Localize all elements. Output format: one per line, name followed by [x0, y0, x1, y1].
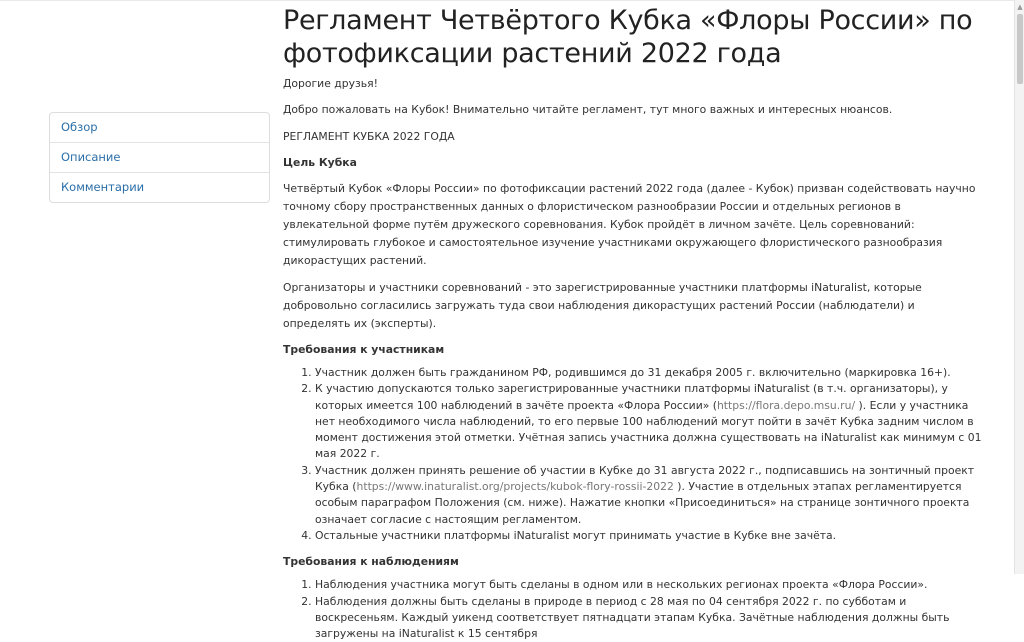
list-item-text: ). Участие в отдельных этапах регламентируется особым параграфом Положения (см. ниже). Нажатие кнопки «Присоединиться» на странице зонтичного проекта означает согласие с настоящим регламентом.	[315, 480, 970, 526]
sidebar-nav	[49, 112, 270, 203]
list-item	[315, 463, 983, 528]
list-item: 4. Остальные участники платформы iNaturalist могут принимать участие в Кубке вне зачёта.	[315, 528, 983, 544]
sidebar-item-description[interactable]: Описание	[50, 143, 269, 173]
list-item-text: ). Если у участника нет необходимого числа наблюдений, то его первые 100 наблюдений могут пойти в зачёт Кубка задним числом в момент достижения этой отметки. Учётная запись участника должна существовать на iNaturalist как минимум с 01 мая 2022 г.	[315, 398, 982, 461]
list-item: 2. Наблюдения должны быть сделаны в природе в период с 28 мая по 04 сентября 2022 г. по субботам и воскресеньям. Каждый уикенд соответствует пятнадцати этапам Кубка. Зачётные наблюдения должны быть загружены на iNaturalist к 15 сентября	[315, 594, 983, 642]
list-item-text: Участник должен принять решение об участии в Кубке до 31 августа 2022 г., подписавшись на зонтичный проект Кубка (	[315, 463, 975, 494]
participants-list	[283, 365, 983, 544]
page-title: Регламент Четвёртого Кубка «Флоры России» по фотофиксации растений 2022 года	[283, 5, 973, 69]
observations-heading: Требования к наблюдениям	[283, 555, 459, 569]
list-item: 1. Наблюдения участника могут быть сделаны в одном или в нескольких регионах проекта «Флора России».	[315, 577, 983, 593]
goal-text: Четвёртый Кубок «Флоры России» по фотофиксации растений 2022 года (далее - Кубок) призван содействовать научно точному сбору пространственных данных о флористическом разнообразии России и отдельных регионов в увлекательной форме путём дружеского соревнования. Кубок пройдёт в личном зачёте. Цель соревнований: стимулировать глубокое и самостоятельное изучение участниками окружающего флористического разнообразия дикорастущих растений.	[283, 182, 976, 267]
scroll-up-arrow-icon[interactable]: ▲	[1017, 3, 1023, 11]
cup-project-link[interactable]: https://www.inaturalist.org/projects/kubok-flory-rossii-2022	[356, 480, 674, 494]
observations-list	[283, 577, 983, 642]
goal-heading: Цель Кубка	[283, 156, 357, 169]
regulation-heading: РЕГЛАМЕНТ КУБКА 2022 ГОДА	[283, 130, 455, 143]
list-item	[315, 381, 983, 462]
greeting: Дорогие друзья!	[283, 77, 378, 90]
list-item-text: К участию допускаются только зарегистрированные участники платформы iNaturalist (в т.ч. организаторы), у которых имеется 100 наблюдений в зачёте проекта «Флора России» (	[315, 382, 948, 412]
scrollbar-thumb[interactable]	[1017, 14, 1023, 84]
article-content	[283, 0, 983, 642]
organizers-text: Организаторы и участники соревнований - это зарегистрированные участники платформы iNaturalist, которые добровольно согласились загружать туда свои наблюдения дикорастущих растений России (наблюдатели) и определять их (эксперты).	[283, 281, 922, 330]
list-item: 1. Участник должен быть гражданином РФ, родившимся до 31 декабря 2005 г. включительно (маркировка 16+).	[315, 365, 983, 381]
sidebar-item-comments[interactable]: Комментарии	[61, 180, 145, 194]
vertical-scrollbar[interactable]	[1014, 0, 1024, 574]
welcome-text: Добро пожаловать на Кубок! Внимательно читайте регламент, тут много важных и интересных нюансов.	[283, 103, 893, 116]
flora-project-link[interactable]: https://flora.depo.msu.ru/	[716, 398, 856, 412]
sidebar-item-overview[interactable]: Обзор	[50, 113, 269, 143]
participants-heading: Требования к участникам	[283, 343, 445, 356]
